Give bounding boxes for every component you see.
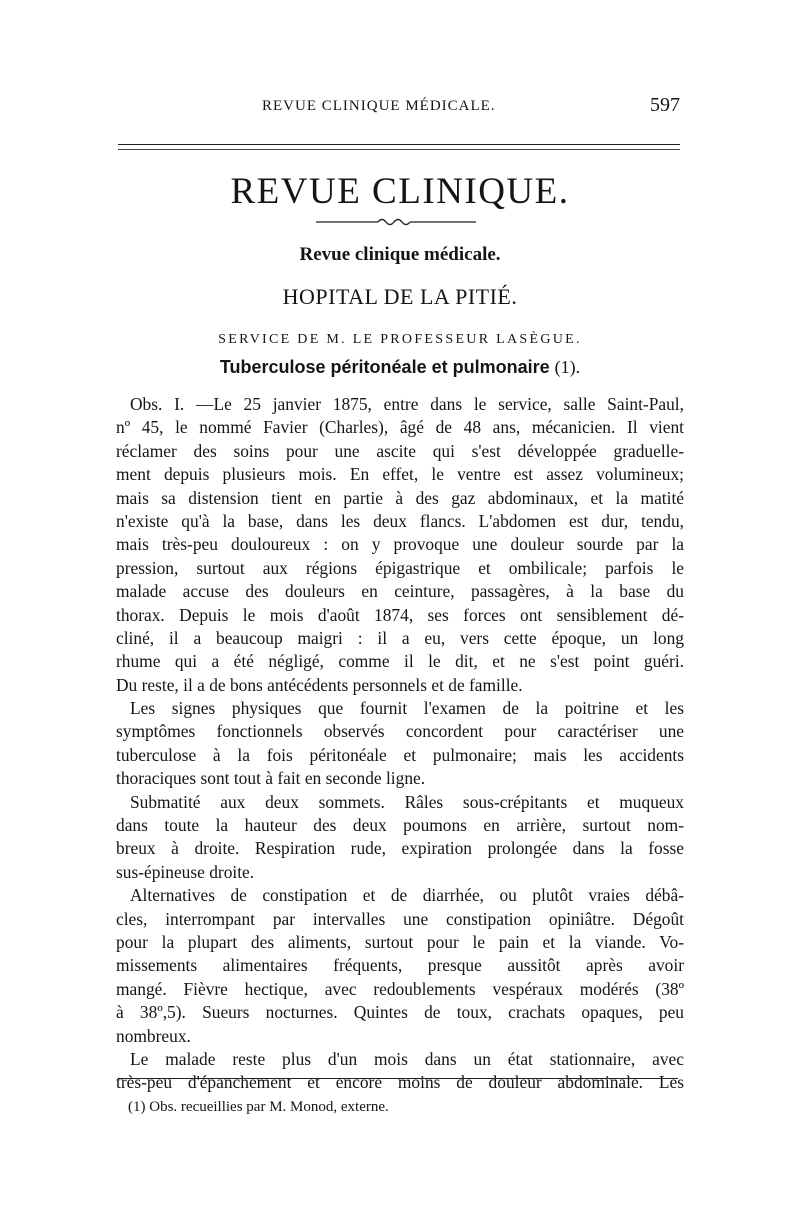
sub-title: Revue clinique médicale. xyxy=(299,244,501,265)
text-line: symptômes fonctionnels observés concordent pour caractériser une xyxy=(116,721,684,742)
text-line: ment depuis plusieurs mois. En effet, le ventre est assez volumineux; xyxy=(116,464,684,485)
text-line: nº 45, le nommé Favier (Charles), âgé de 48 ans, mécanicien. Il vient xyxy=(116,417,684,438)
header-double-rule xyxy=(118,144,680,150)
footnote: (1) Obs. recueillies par M. Monod, externe. xyxy=(128,1099,389,1115)
service-heading: SERVICE DE M. LE PROFESSEUR LASÈGUE. xyxy=(218,332,582,347)
text-line: Obs. I. —Le 25 janvier 1875, entre dans le service, salle Saint-Paul, xyxy=(130,394,684,414)
footnote-reference: (1). xyxy=(554,357,581,377)
text-line: pression, surtout aux régions épigastrique et ombilicale; parfois le xyxy=(116,557,684,578)
text-line: dans toute la hauteur des deux poumons en arrière, surtout nom- xyxy=(116,815,684,836)
text-line: nombreux. xyxy=(116,1025,191,1046)
hospital-heading: HOPITAL DE LA PITIÉ. xyxy=(282,284,518,309)
text-line: Alternatives de constipation et de diarrhée, ou plutôt vraies débâ- xyxy=(130,885,684,906)
text-line: très-peu d'épanchement et encore moins de douleur abdominale. Les xyxy=(116,1072,684,1093)
running-head-title: REVUE CLINIQUE MÉDICALE. xyxy=(262,98,496,114)
text-line: Submatité aux deux sommets. Râles sous-crépitants et muqueux xyxy=(130,791,684,812)
text-line: n'existe qu'à la base, dans les deux flancs. L'abdomen est dur, tendu, xyxy=(116,510,684,531)
text-line: thoraciques sont tout à fait en seconde ligne. xyxy=(116,768,426,789)
book-page xyxy=(116,0,684,1215)
text-line: mangé. Fièvre hectique, avec redoublements vespéraux modérés (38º xyxy=(116,978,684,999)
case-title-text: Tuberculose péritonéale et pulmonaire xyxy=(219,357,550,377)
page-number: 597 xyxy=(650,94,680,116)
text-line: réclamer des soins pour une ascite qui s'est développée graduelle- xyxy=(116,440,684,461)
text-line: malade accuse des douleurs en ceinture, passagères, à la base du xyxy=(116,581,684,602)
text-line: tuberculose à la fois péritonéale et pulmonaire; mais les accidents xyxy=(116,744,684,765)
text-line: Les signes physiques que fournit l'examen de la poitrine et les xyxy=(130,698,684,719)
case-title xyxy=(116,357,684,378)
text-line: Le malade reste plus d'un mois dans un état stationnaire, avec xyxy=(130,1048,684,1069)
ornament-divider xyxy=(316,216,476,228)
text-line: breux à droite. Respiration rude, expiration prolongée dans la fosse xyxy=(116,838,684,859)
text-line: cliné, il a beaucoup maigri : il a eu, vers cette époque, un long xyxy=(116,627,684,648)
text-line: sus-épineuse droite. xyxy=(116,861,255,882)
section-title: REVUE CLINIQUE. xyxy=(230,171,570,212)
running-head xyxy=(116,94,684,124)
text-line: pour la plupart des aliments, surtout pour le pain et la viande. Vo- xyxy=(116,931,684,952)
text-line: Du reste, il a de bons antécédents personnels et de famille. xyxy=(116,674,523,695)
text-line: thorax. Depuis le mois d'août 1874, ses forces ont sensiblement dé- xyxy=(116,604,684,625)
text-line: mais très-peu douloureux : on y provoque une douleur sourde par la xyxy=(116,534,684,555)
text-line: à 38º,5). Sueurs nocturnes. Quintes de toux, crachats opaques, peu xyxy=(116,1002,684,1023)
text-line: rhume qui a été négligé, comme il le dit, et ne s'est point guéri. xyxy=(116,651,684,672)
body-text xyxy=(116,393,684,1095)
text-line: cles, interrompant par intervalles une constipation opiniâtre. Dégoût xyxy=(116,908,684,929)
text-line: missements alimentaires fréquents, presque aussitôt après avoir xyxy=(116,955,684,976)
text-line: mais sa distension tient en partie à des gaz abdominaux, et la matité xyxy=(116,487,684,508)
footnote-rule xyxy=(118,1078,678,1079)
